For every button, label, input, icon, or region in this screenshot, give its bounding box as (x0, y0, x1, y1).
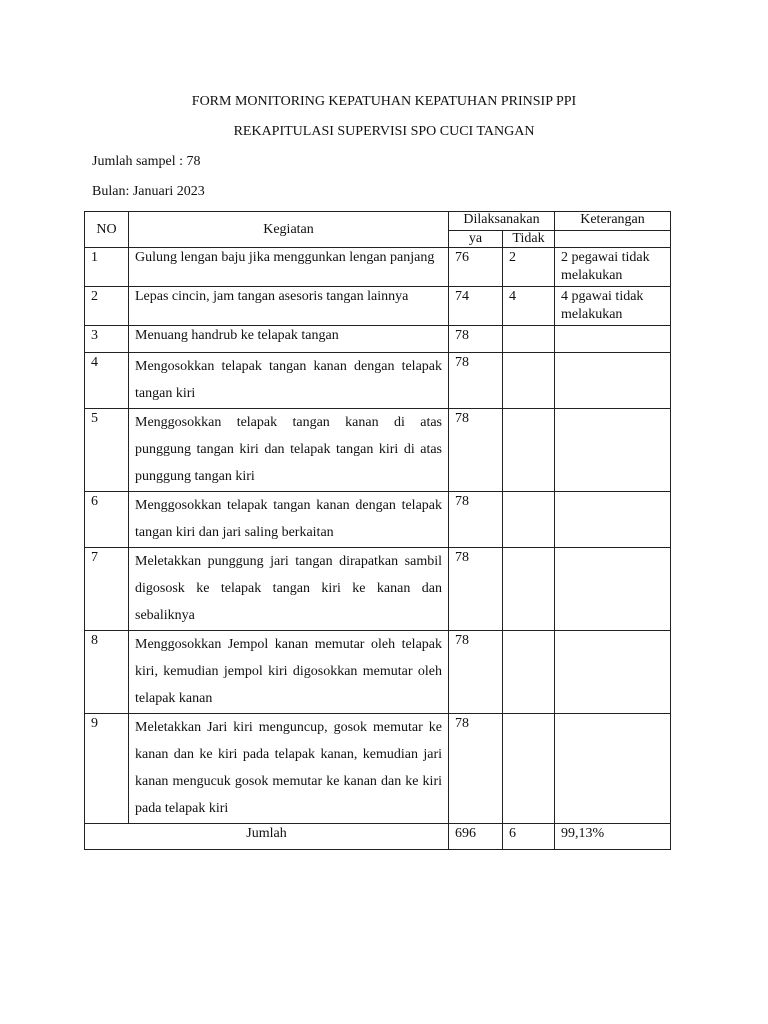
row-ya: 76 (449, 248, 503, 287)
row-no: 7 (85, 548, 129, 631)
row-kegiatan: Mengosokkan telapak tangan kanan dengan telapak tangan kiri (129, 353, 449, 409)
row-ya: 78 (449, 548, 503, 631)
month-label: Bulan: Januari 2023 (92, 184, 205, 199)
total-percentage: 99,13% (555, 824, 671, 850)
row-ya: 74 (449, 287, 503, 326)
row-tidak (503, 492, 555, 548)
sample-count: Jumlah sampel : 78 (92, 154, 201, 169)
form-subtitle: REKAPITULASI SUPERVISI SPO CUCI TANGAN (233, 124, 535, 139)
row-keterangan (555, 353, 671, 409)
row-kegiatan: Meletakkan punggung jari tangan dirapatkan sambil digososk ke telapak tangan kiri ke kanan dan sebaliknya (129, 548, 449, 631)
row-tidak (503, 714, 555, 824)
row-keterangan: 4 pgawai tidak melakukan (555, 287, 671, 326)
header-keterangan: Keterangan (555, 212, 671, 231)
row-kegiatan: Menggosokkan telapak tangan kanan di atas punggung tangan kiri dan telapak tangan kiri di atas punggung tangan kiri (129, 409, 449, 492)
row-tidak (503, 326, 555, 353)
header-dilaksanakan: Dilaksanakan (449, 212, 555, 231)
header-ya: ya (449, 231, 503, 248)
row-kegiatan: Menggosokkan Jempol kanan memutar oleh telapak kiri, kemudian jempol kiri digosokkan memutar oleh telapak kanan (129, 631, 449, 714)
total-label: Jumlah (85, 824, 449, 850)
total-ya: 696 (449, 824, 503, 850)
row-kegiatan: Lepas cincin, jam tangan asesoris tangan lainnya (129, 287, 449, 326)
row-kegiatan: Menuang handrub ke telapak tangan (129, 326, 449, 353)
table-row (85, 326, 671, 353)
row-no: 6 (85, 492, 129, 548)
total-row (85, 824, 671, 850)
table-row (85, 409, 671, 492)
header-no: NO (85, 212, 129, 248)
row-ya: 78 (449, 714, 503, 824)
row-keterangan (555, 714, 671, 824)
form-title: FORM MONITORING KEPATUHAN KEPATUHAN PRINSIP PPI (191, 94, 577, 109)
row-ya: 78 (449, 353, 503, 409)
table-row (85, 548, 671, 631)
total-tidak: 6 (503, 824, 555, 850)
row-tidak (503, 548, 555, 631)
row-ya: 78 (449, 631, 503, 714)
row-keterangan (555, 631, 671, 714)
row-keterangan (555, 548, 671, 631)
row-no: 5 (85, 409, 129, 492)
row-keterangan (555, 409, 671, 492)
row-keterangan (555, 492, 671, 548)
row-no: 9 (85, 714, 129, 824)
row-ya: 78 (449, 409, 503, 492)
table-row (85, 714, 671, 824)
row-tidak (503, 409, 555, 492)
row-no: 4 (85, 353, 129, 409)
row-keterangan (555, 326, 671, 353)
row-ya: 78 (449, 326, 503, 353)
table-row (85, 353, 671, 409)
table-row (85, 287, 671, 326)
row-no: 2 (85, 287, 129, 326)
header-tidak: Tidak (503, 231, 555, 248)
row-keterangan: 2 pegawai tidak melakukan (555, 248, 671, 287)
row-kegiatan: Menggosokkan telapak tangan kanan dengan telapak tangan kiri dan jari saling berkaitan (129, 492, 449, 548)
header-keterangan-blank (555, 231, 671, 248)
row-kegiatan: Meletakkan Jari kiri menguncup, gosok memutar ke kanan dan ke kiri pada telapak kanan, kemudian jari kanan mengucuk gosok memutar ke kanan dan ke kiri pada telapak kiri (129, 714, 449, 824)
row-tidak (503, 353, 555, 409)
row-ya: 78 (449, 492, 503, 548)
row-no: 1 (85, 248, 129, 287)
row-no: 8 (85, 631, 129, 714)
row-tidak (503, 631, 555, 714)
row-tidak: 4 (503, 287, 555, 326)
table-row (85, 492, 671, 548)
row-kegiatan: Gulung lengan baju jika menggunkan lengan panjang (129, 248, 449, 287)
row-no: 3 (85, 326, 129, 353)
supervision-table (84, 211, 671, 850)
table-row (85, 631, 671, 714)
table-row (85, 248, 671, 287)
header-kegiatan: Kegiatan (129, 212, 449, 248)
row-tidak: 2 (503, 248, 555, 287)
